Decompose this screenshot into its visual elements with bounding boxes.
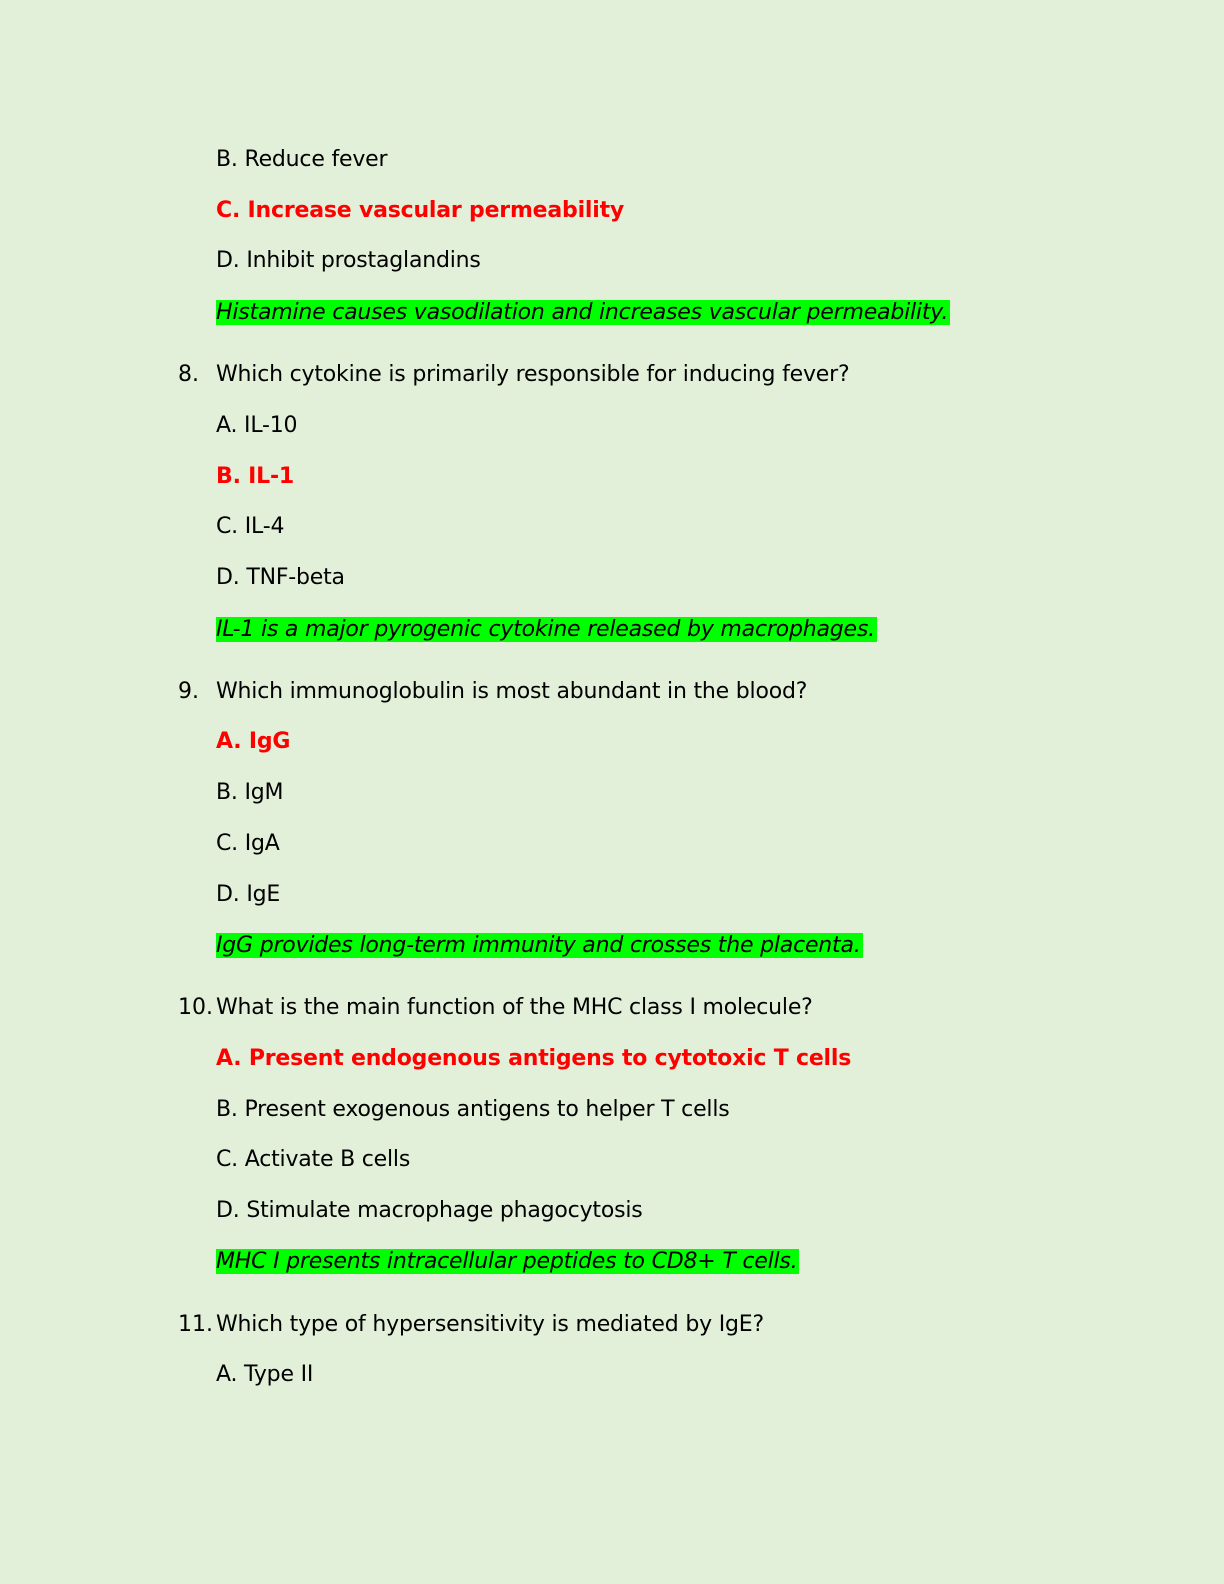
correct-option-b: B. IL-1: [216, 464, 295, 489]
option-d: D. IgE: [216, 882, 281, 907]
correct-option-a: A. Present endogenous antigens to cytotoxic T cells: [216, 1046, 852, 1071]
option-d: D. Inhibit prostaglandins: [216, 248, 481, 273]
question-text: Which cytokine is primarily responsible for inducing fever?: [216, 362, 850, 387]
explanation-row: [216, 298, 950, 328]
explanation-highlight: IL-1 is a major pyrogenic cytokine released by macrophages.: [216, 617, 875, 642]
question-number: 8.: [178, 362, 199, 387]
question-text: Which immunoglobulin is most abundant in the blood?: [216, 679, 808, 704]
option-a: A. Type II: [216, 1362, 314, 1387]
question-text: Which type of hypersensitivity is mediated by IgE?: [216, 1312, 764, 1337]
explanation-row: [216, 931, 863, 961]
option-c: C. IgA: [216, 831, 280, 856]
question-number: 10.: [178, 995, 213, 1020]
question-number: 11.: [178, 1312, 213, 1337]
option-a: A. IL-10: [216, 413, 298, 438]
question-number: 9.: [178, 679, 199, 704]
option-b: B. IgM: [216, 780, 284, 805]
option-c: C. IL-4: [216, 514, 285, 539]
option-d: D. Stimulate macrophage phagocytosis: [216, 1198, 643, 1223]
explanation-row: [216, 615, 877, 645]
explanation-highlight: Histamine causes vasodilation and increases vascular permeability.: [216, 300, 949, 325]
correct-option-c: C. Increase vascular permeability: [216, 198, 625, 223]
option-b: B. Present exogenous antigens to helper T cells: [216, 1097, 730, 1122]
option-c: C. Activate B cells: [216, 1147, 411, 1172]
option-d: D. TNF-beta: [216, 565, 345, 590]
correct-option-a: A. IgG: [216, 729, 291, 754]
question-text: What is the main function of the MHC class I molecule?: [216, 995, 813, 1020]
explanation-highlight: MHC I presents intracellular peptides to CD8+ T cells.: [216, 1249, 798, 1274]
option-b: B. Reduce fever: [216, 147, 388, 172]
explanation-row: [216, 1247, 799, 1277]
explanation-highlight: IgG provides long-term immunity and crosses the placenta.: [216, 933, 861, 958]
